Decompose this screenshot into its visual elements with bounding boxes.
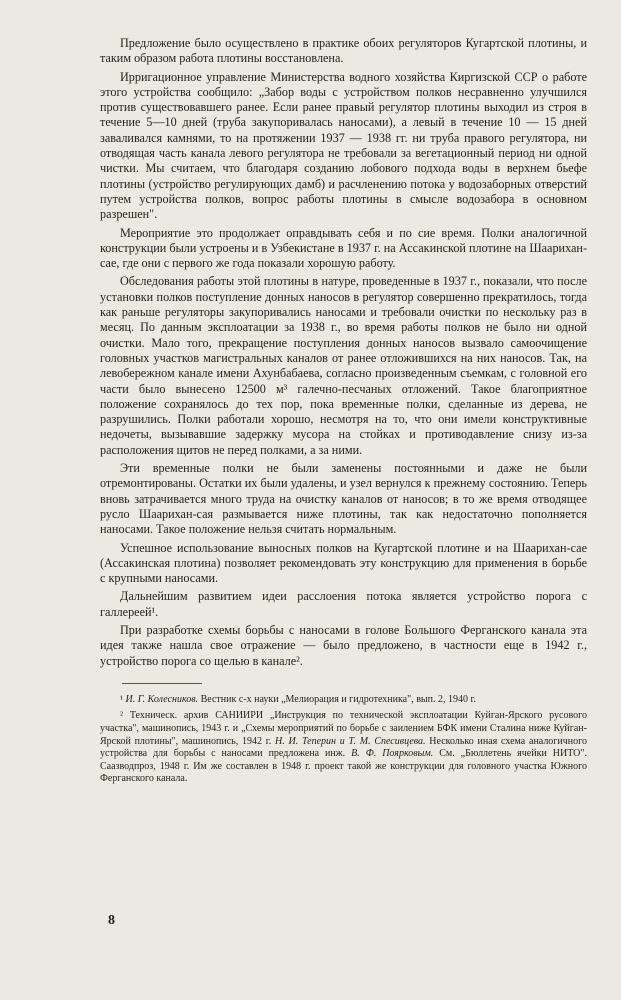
footnote-author: И. Г. Колесников.: [125, 693, 199, 705]
paragraph: Предложение было осуществлено в практике обоих регуляторов Кугартской плотины, и таким образом работа плотины восстановлена.: [100, 36, 587, 66]
paragraph: Ирригационное управление Министерства водного хозяйства Киргизской ССР о работе этого устройства сообщило: „Забор воды с устройством полков несравненно улучшился против существовавшего ранее. Если ранее правый регулятор плотины выходил из строя в течение 5—10 дней (труба закупоривалась наносами), а левый в течение 10 — 15 дней заваливался камнями, то на протяжении 1937 — 1938 гг. ни труба правого регулятора, ни отводящая часть канала левого регулятора не требовали за вегетационный период ни одной чистки. Мы считаем, что благодаря созданию лобового подхода воды в верхнем бьефе плотины (устройство регулирующих дамб) и расчленению потока у водозаборных отверстий путем устройства полков, вопрос работы плотины в смысле водозабора в основном разрешен".: [100, 69, 587, 222]
footnote-text: См. „Бюллетень ячейки НИТО". Саазводпроз, 1948 г. Им же составлен в 1948 г. проект такой же конструкции для головного участка Южного Ферганского канала.: [100, 748, 587, 785]
paragraph: Успешное использование выносных полков на Кугартской плотине и на Шаарихан-сае (Ассакинская плотина) позволяет рекомендовать эту конструкцию для применения в борьбе с крупными наносами.: [100, 540, 587, 586]
footnote-separator: [122, 683, 202, 684]
footnote-text: Техническ. архив САНИИРИ „Инструкция по технической эксплоатации Куйган-Ярского русового участка", машинопись, 1943 г. и „Схемы мероприятий по борьбе с заилением БФК имени Сталина ниже Куйган-Ярской плотины", машинопись, 1942 г.: [100, 710, 587, 747]
footnote-1: [100, 694, 587, 707]
paragraph: Дальнейшим развитием идеи расслоения потока является устройство порога с галлереей¹.: [100, 589, 587, 619]
footnote-mark: ¹: [120, 693, 123, 705]
footnote-authors: Н. И. Теперин и Т. М. Спесивцева.: [275, 735, 426, 747]
footnote-2: [100, 710, 587, 786]
footnote-engineer: В. Ф. Поярковым.: [351, 748, 434, 760]
main-text: [100, 36, 587, 669]
paragraph: При разработке схемы борьбы с наносами в голове Большого Ферганского канала эта идея также нашла свое отражение — было предложено, в частности еще в 1942 г., устройство порога со щелью в канале².: [100, 622, 587, 668]
paragraph: Эти временные полки не были заменены постоянными и даже не были отремонтированы. Остатки их были удалены, и узел вернулся к прежнему состоянию. Теперь вновь затрачивается много труда на очистку каналов от наносов; в то же время отводящее русло Шаарихан-сая размывается ниже плотины, так как недостаточно пополняется наносами. Такое положение нельзя считать нормальным.: [100, 461, 587, 537]
paragraph: Обследования работы этой плотины в натуре, проведенные в 1937 г., показали, что после установки полков поступление донных наносов в регулятор совершенно прекратилось, тогда как раньше регуляторы закупоривались наносами и требовали очистки по нескольку раз в месяц. По данным эксплоатации за 1938 г., во время работы полков не было ни одной очистки. Мало того, прекращение поступления донных наносов вызвало самоочищение головных участков магистральных каналов от ранее отложившихся на них наносов. Так, на левобережном канале имени Ахунбабаева, согласно произведенным съемкам, с головной его части было вынесено 12500 м³ галечно-песчаных отложений. Такое благоприятное положение сохранялось до тех пор, пока временные полки, сделанные из дерева, не разрушились. Полки работали хорошо, несмотря на то, что они имели конструктивные недочеты, вызывавшие задержку мусора на стойках и противодавление снизу из-за расположения щитов не перед полками, а за ними.: [100, 274, 587, 457]
paragraph: Мероприятие это продолжает оправдывать себя и по сие время. Полки аналогичной конструкции были устроены и в Узбекистане в 1937 г. на Ассакинской плотине на Шаарихан-сае, где они с первого же года показали хорошую работу.: [100, 225, 587, 271]
footnote-text: Вестник с-х науки „Мелиорация и гидротехника", вып. 2, 1940 г.: [198, 693, 476, 705]
page-number: 8: [108, 913, 115, 928]
footnotes: [100, 694, 587, 786]
footnote-mark: ²: [120, 710, 123, 722]
footnote-text: Несколько иная схема аналогичного устройства для борьбы с наносами предложена инж.: [100, 735, 587, 760]
